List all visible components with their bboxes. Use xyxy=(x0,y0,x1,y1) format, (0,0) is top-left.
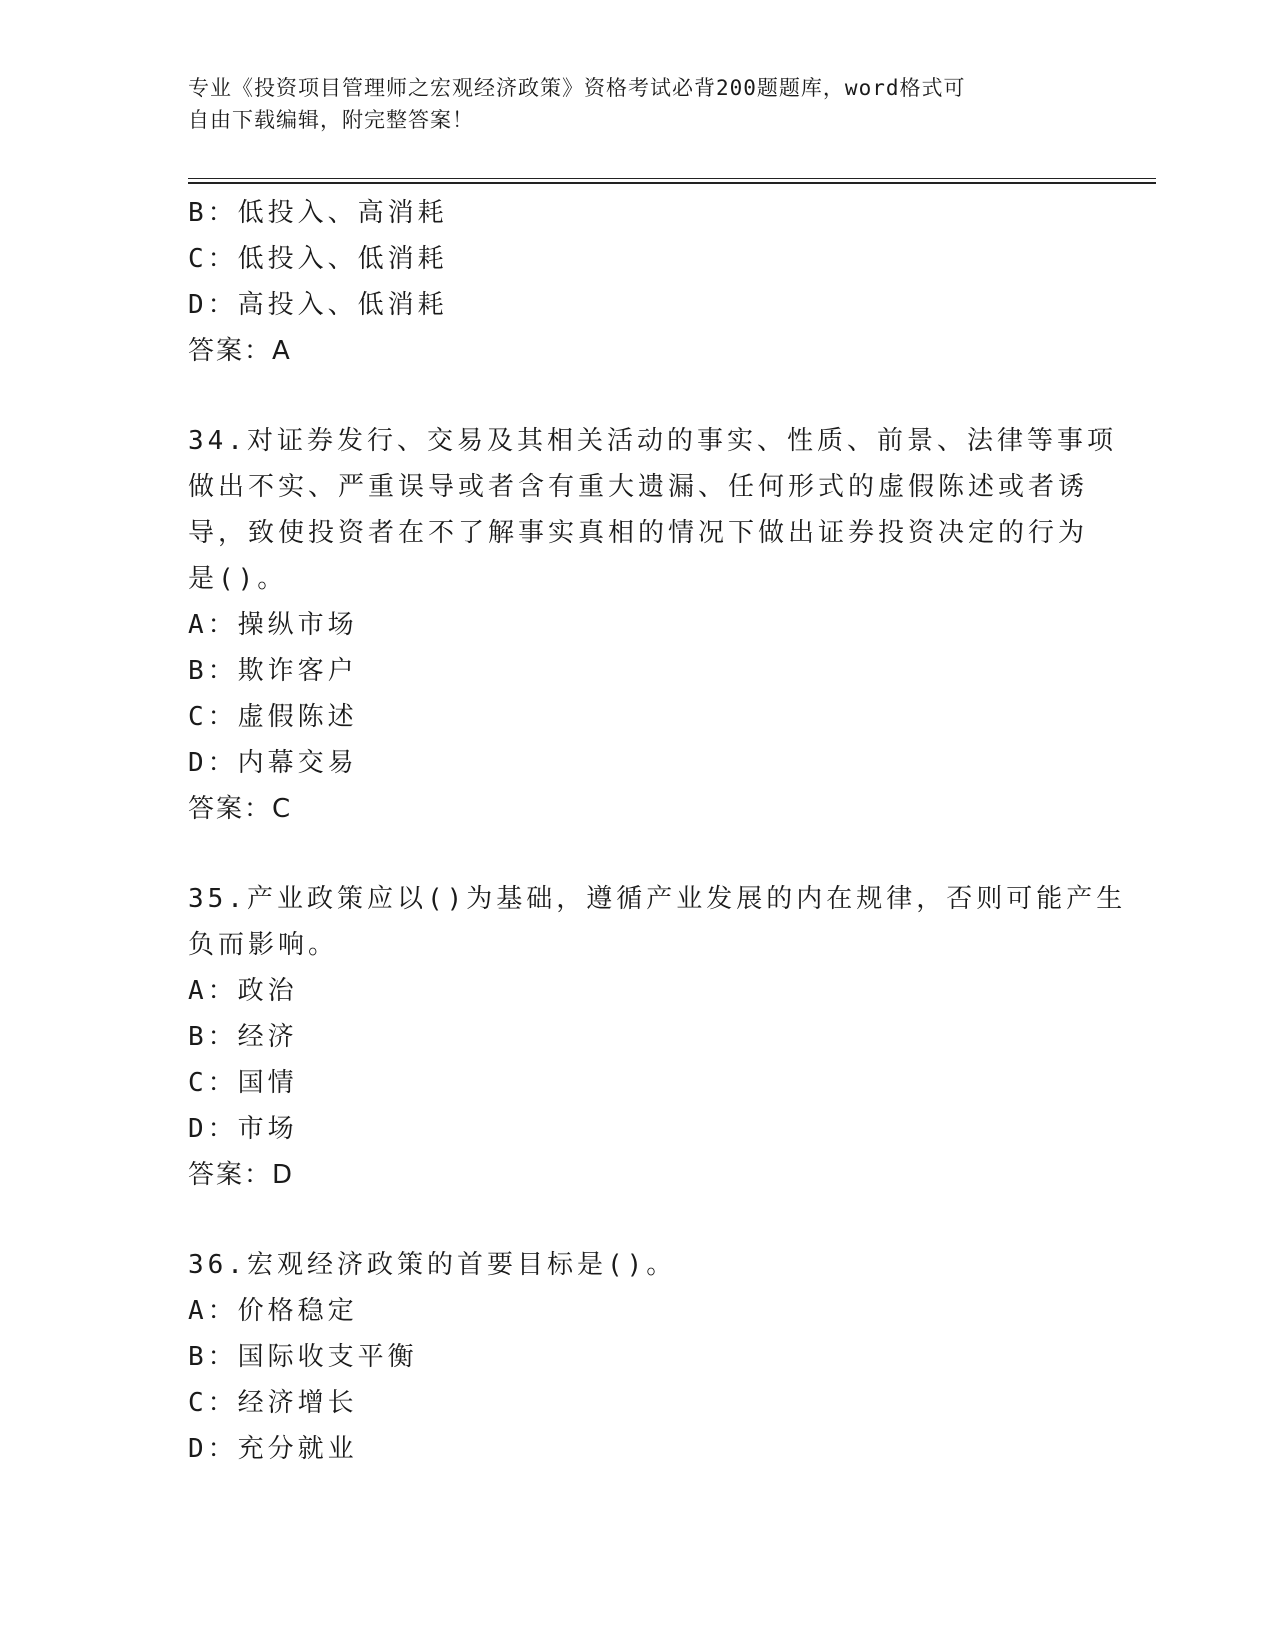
option-d: D：高投入、低消耗 xyxy=(188,290,448,320)
option-d: D：充分就业 xyxy=(188,1434,358,1464)
option-b: B：欺诈客户 xyxy=(188,656,358,686)
answer-line: 答案：D xyxy=(188,1160,295,1190)
option-b: B：国际收支平衡 xyxy=(188,1342,418,1372)
header-line-1: 专业《投资项目管理师之宏观经济政策》资格考试必背200题题库，word格式可 xyxy=(188,76,966,100)
question-text-line: 36.宏观经济政策的首要目标是()。 xyxy=(188,1250,677,1280)
option-a: A：政治 xyxy=(188,976,298,1006)
question-33-tail xyxy=(188,190,1088,374)
question-text-line: 导，致使投资者在不了解事实真相的情况下做出证券投资决定的行为 xyxy=(188,518,1089,548)
option-c: C：国情 xyxy=(188,1068,298,1098)
header-line-2: 自由下载编辑，附完整答案！ xyxy=(188,108,474,132)
option-b: B：低投入、高消耗 xyxy=(188,198,448,228)
answer-line: 答案：A xyxy=(188,336,292,366)
option-a: A：操纵市场 xyxy=(188,610,358,640)
question-35 xyxy=(188,876,1127,1198)
question-text-line: 做出不实、严重误导或者含有重大遗漏、任何形式的虚假陈述或者诱 xyxy=(188,472,1089,502)
question-text-line: 负而影响。 xyxy=(188,930,339,960)
option-a: A：价格稳定 xyxy=(188,1296,358,1326)
document-body xyxy=(188,190,1127,1472)
option-c: C：低投入、低消耗 xyxy=(188,244,448,274)
document-header xyxy=(188,72,1068,136)
option-b: B：经济 xyxy=(188,1022,298,1052)
option-d: D：内幕交易 xyxy=(188,748,358,778)
question-text-line: 34.对证券发行、交易及其相关活动的事实、性质、前景、法律等事项 xyxy=(188,426,1117,456)
header-divider xyxy=(188,178,1156,184)
answer-line: 答案：C xyxy=(188,794,293,824)
question-text-line: 是()。 xyxy=(188,564,288,594)
option-c: C：虚假陈述 xyxy=(188,702,358,732)
option-c: C：经济增长 xyxy=(188,1388,358,1418)
option-d: D：市场 xyxy=(188,1114,298,1144)
question-text-line: 35.产业政策应以()为基础，遵循产业发展的内在规律，否则可能产生 xyxy=(188,884,1127,914)
question-36 xyxy=(188,1242,1088,1472)
question-34 xyxy=(188,418,1117,832)
